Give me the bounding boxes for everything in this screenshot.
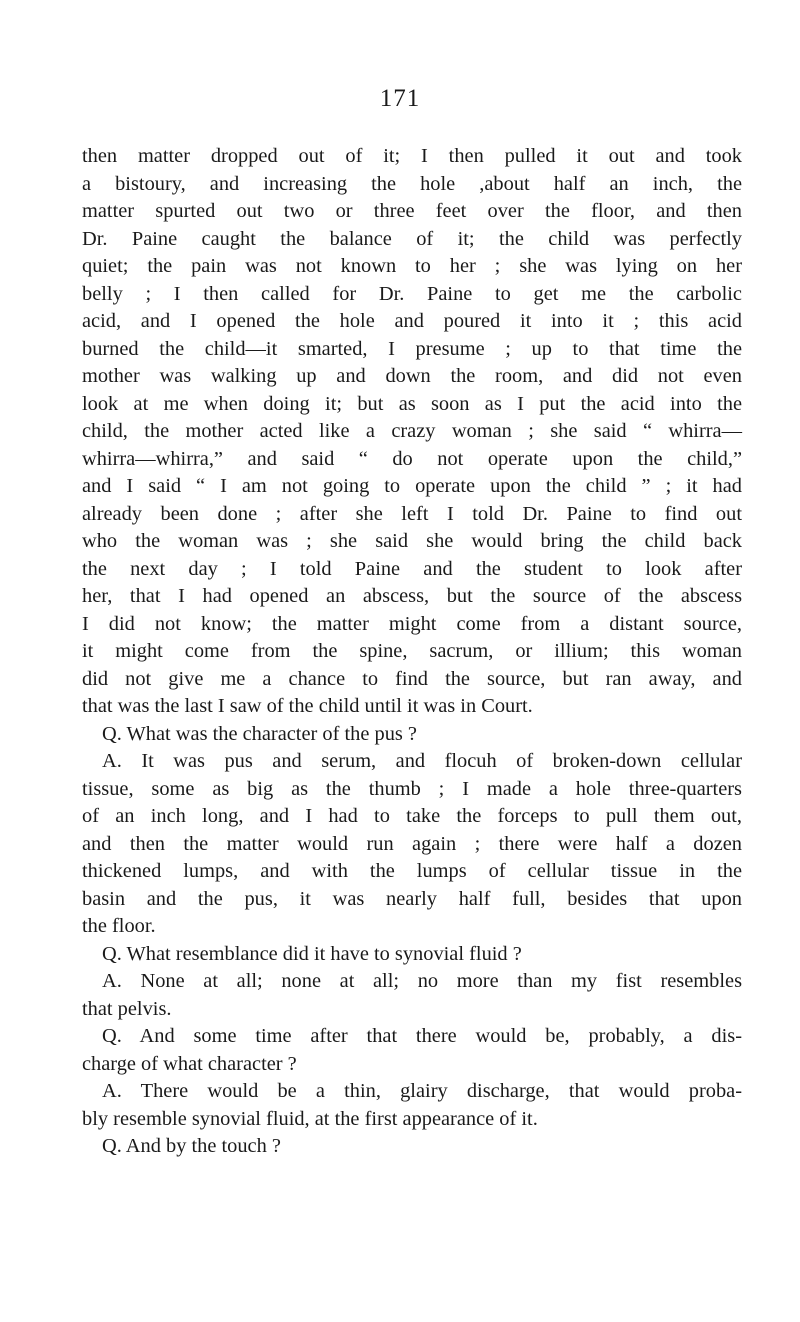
text-line: did not give me a chance to find the source, but ran away, and	[82, 667, 742, 690]
text-line: it might come from the spine, sacrum, or illium; this woman	[82, 640, 742, 662]
text-line: basin and the pus, it was nearly half full, besides that upon	[82, 887, 742, 910]
text-line: quiet; the pain was not known to her ; she was lying on her	[82, 255, 742, 277]
text-line: thickened lumps, and with the lumps of cellular tissue in the	[82, 860, 742, 882]
text-line: of an inch long, and I had to take the forceps to pull them out,	[82, 805, 742, 827]
text-line: tissue, some as big as the thumb ; I made a hole three-quarters	[82, 777, 742, 800]
text-line: bly resemble synovial fluid, at the first appearance of it.	[82, 1107, 538, 1130]
text-line: A. There would be a thin, glairy discharge, that would proba-	[102, 1080, 742, 1102]
text-line: the floor.	[82, 915, 156, 937]
text-line: I did not know; the matter might come from a distant source,	[82, 612, 742, 635]
text-line: and then the matter would run again ; there were half a dozen	[82, 832, 742, 855]
text-line: matter spurted out two or three feet over the floor, and then	[82, 200, 742, 222]
text-line: and I said “ I am not going to operate upon the child ” ; it had	[82, 475, 742, 497]
text-line: who the woman was ; she said she would bring the child back	[82, 530, 742, 552]
text-line: already been done ; after she left I told Dr. Paine to find out	[82, 502, 742, 525]
text-line: Q. What resemblance did it have to synovial fluid ?	[102, 942, 522, 965]
body-text	[82, 143, 742, 1161]
text-line: the next day ; I told Paine and the student to look after	[82, 557, 742, 580]
text-line: A. It was pus and serum, and flocuh of broken-down cellular	[102, 750, 742, 772]
text-line: A. None at all; none at all; no more than my fist resembles	[102, 970, 742, 992]
text-line: Q. And some time after that there would be, probably, a dis-	[102, 1025, 742, 1047]
text-line: charge of what character ?	[82, 1052, 297, 1075]
text-line: child, the mother acted like a crazy woman ; she said “ whirra—	[82, 420, 742, 442]
text-line: look at me when doing it; but as soon as I put the acid into the	[82, 392, 742, 415]
text-line: then matter dropped out of it; I then pulled it out and took	[82, 145, 742, 167]
text-line: that pelvis.	[82, 997, 172, 1020]
text-line: Q. And by the touch ?	[102, 1135, 281, 1157]
text-line: Dr. Paine caught the balance of it; the child was perfectly	[82, 227, 742, 250]
text-line: whirra—whirra,” and said “ do not operate upon the child,”	[82, 447, 742, 470]
text-line: her, that I had opened an abscess, but the source of the abscess	[82, 585, 742, 607]
text-line: belly ; I then called for Dr. Paine to get me the carbolic	[82, 282, 742, 305]
page-number: 171	[379, 85, 421, 112]
text-line: Q. What was the character of the pus ?	[102, 722, 417, 745]
text-line: that was the last I saw of the child until it was in Court.	[82, 695, 533, 717]
text-line: acid, and I opened the hole and poured it into it ; this acid	[82, 310, 742, 332]
text-line: mother was walking up and down the room, and did not even	[82, 365, 742, 387]
text-line: a bistoury, and increasing the hole ,about half an inch, the	[82, 172, 742, 195]
text-line: burned the child—it smarted, I presume ; up to that time the	[82, 337, 742, 360]
